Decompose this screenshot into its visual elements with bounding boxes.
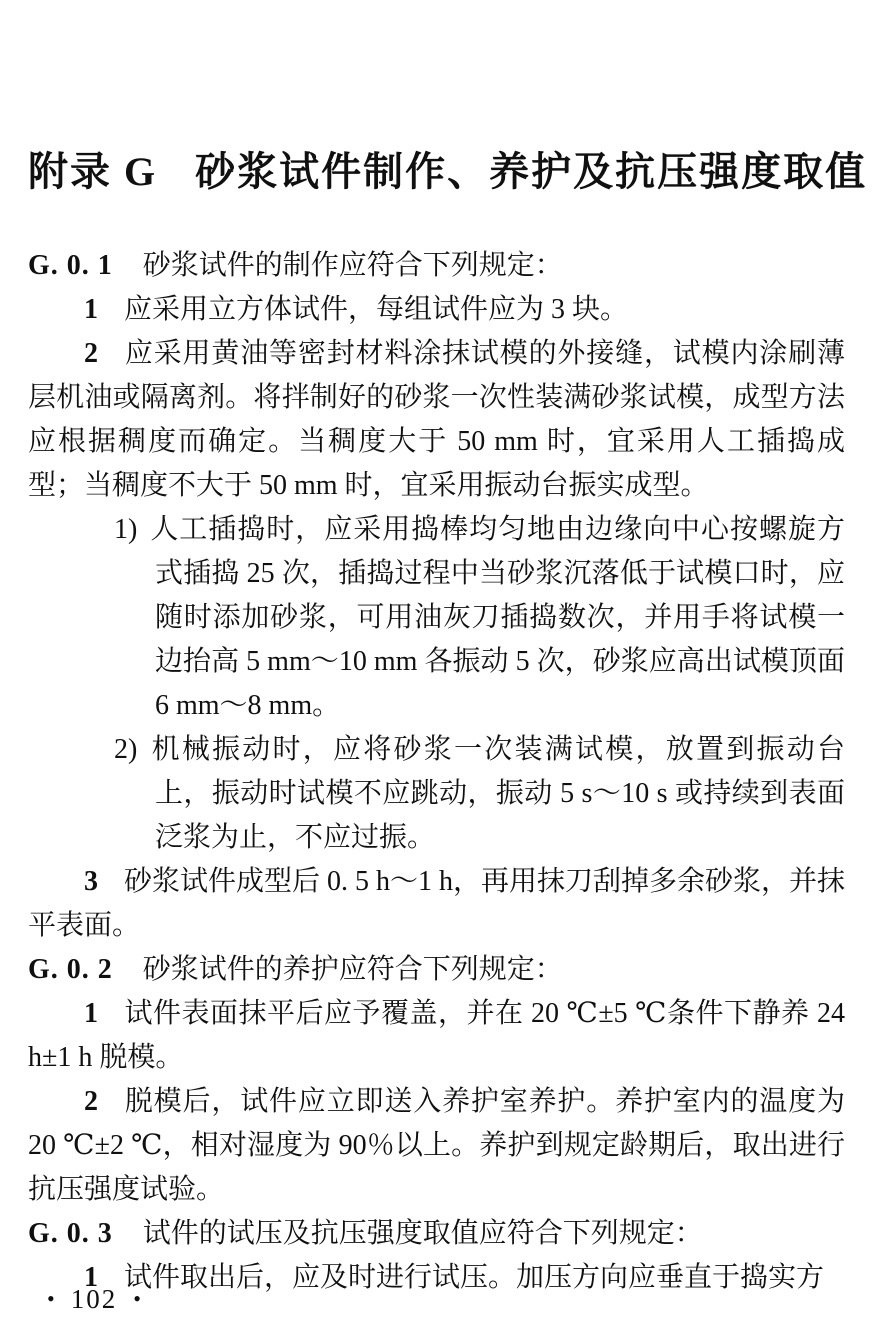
item-text: 试件表面抹平后应予覆盖，并在 20 ℃±5 ℃条件下静养 24 h±1 h 脱模。 — [28, 998, 845, 1073]
item-text: 脱模后，试件应立即送入养护室养护。养护室内的温度为 20 ℃±2 ℃，相对湿度为 90％以上。养护到规定龄期后，取出进行抗压强度试验。 — [28, 1086, 845, 1205]
item-number: 1 — [84, 1262, 98, 1293]
clause-heading-g01 — [28, 244, 845, 288]
item-number: 2 — [84, 338, 98, 369]
item-number: 3 — [84, 866, 98, 897]
appendix-label: 附录 G — [28, 149, 158, 194]
appendix-title — [28, 0, 868, 200]
clause-heading-g03 — [28, 1212, 845, 1256]
document-body — [28, 244, 845, 1300]
clause-text: 试件的试压及抗压强度取值应符合下列规定： — [142, 1218, 703, 1249]
item-g01-2 — [28, 332, 845, 508]
clause-text: 砂浆试件的养护应符合下列规定： — [142, 954, 563, 985]
page-dot-right: • — [133, 1286, 141, 1311]
item-number: 2 — [84, 1086, 98, 1117]
page-footer — [47, 1283, 141, 1315]
item-text: 砂浆试件成型后 0. 5 h～1 h，再用抹刀刮掉多余砂浆，并抹平表面。 — [28, 866, 846, 941]
item-g01-1 — [28, 288, 845, 332]
subitem-text: 人工插捣时，应采用捣棒均匀地由边缘向中心按螺旋方式插捣 25 次，插捣过程中当砂浆沉落低于试模口时，应随时添加砂浆，可用油灰刀插捣数次，并用手将试模一边抬高 5 mm～10 mm 各振动 5 次，砂浆应高出试模顶面 6 mm～8 mm。 — [149, 514, 845, 721]
page-dot-left: • — [47, 1286, 55, 1311]
subitem-number: 1) — [114, 514, 138, 545]
item-text: 应采用立方体试件，每组试件应为 3 块。 — [124, 294, 629, 325]
clause-heading-g02 — [28, 948, 845, 992]
subitem-text: 机械振动时，应将砂浆一次装满试模，放置到振动台上，振动时试模不应跳动，振动 5 s～10 s 或持续到表面泛浆为止，不应过振。 — [149, 734, 845, 853]
clause-number: G. 0. 2 — [28, 954, 113, 985]
subitem-g01-2-2 — [28, 728, 845, 860]
item-text: 试件取出后，应及时进行试压。加压方向应垂直于捣实方 — [124, 1262, 825, 1293]
item-g03-1 — [28, 1256, 845, 1300]
subitem-g01-2-1 — [28, 508, 845, 728]
item-number: 1 — [84, 998, 98, 1029]
item-text: 应采用黄油等密封材料涂抹试模的外接缝，试模内涂刷薄层机油或隔离剂。将拌制好的砂浆一次性装满砂浆试模，成型方法应根据稠度而确定。当稠度大于 50 mm 时，宜采用人工插捣成型；当稠度不大于 50 mm 时，宜采用振动台振实成型。 — [28, 338, 845, 501]
item-g02-2 — [28, 1080, 845, 1212]
item-g01-3 — [28, 860, 845, 948]
page-number: 102 — [70, 1284, 118, 1314]
subitem-number: 2) — [114, 734, 138, 765]
item-g02-1 — [28, 992, 845, 1080]
clause-number: G. 0. 1 — [28, 250, 113, 281]
clause-number: G. 0. 3 — [28, 1218, 113, 1249]
appendix-subject: 砂浆试件制作、养护及抗压强度取值 — [195, 149, 868, 194]
clause-text: 砂浆试件的制作应符合下列规定： — [142, 250, 563, 281]
item-number: 1 — [84, 294, 98, 325]
